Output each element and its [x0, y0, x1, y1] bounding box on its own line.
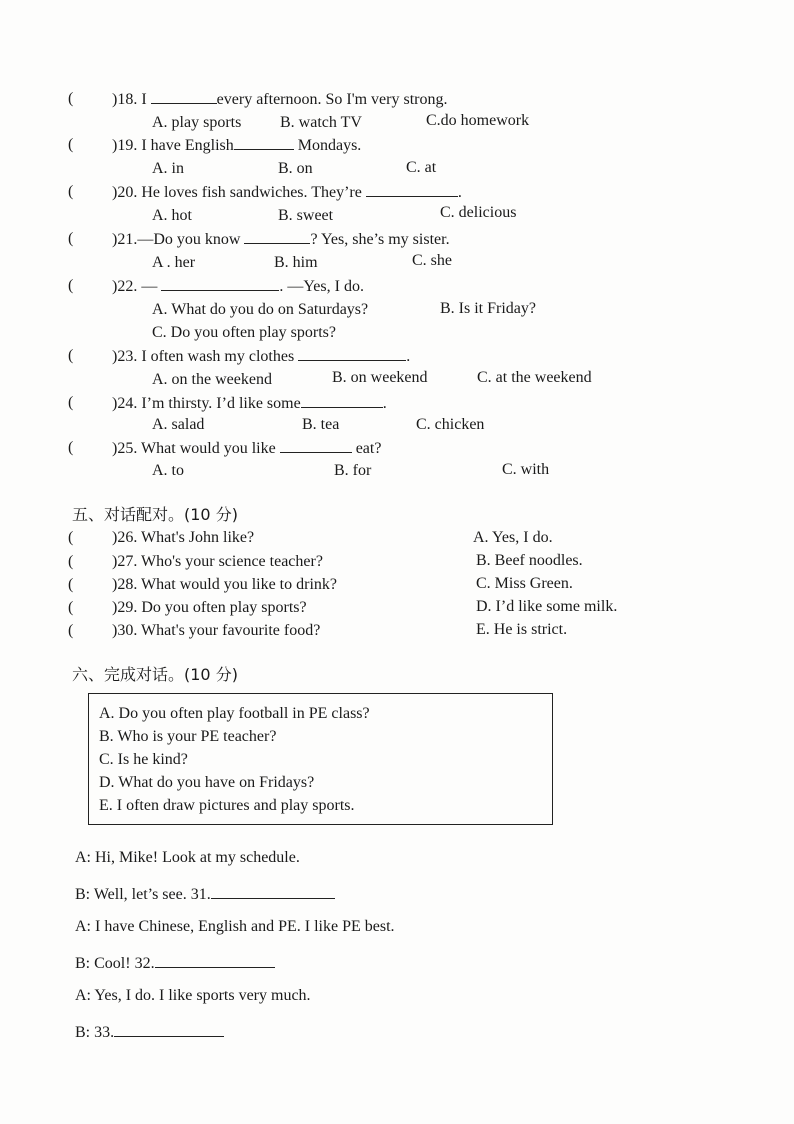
- option-c: C. with: [502, 461, 550, 478]
- answer-paren[interactable]: (: [68, 230, 74, 247]
- box-option: B. Who is your PE teacher?: [99, 728, 277, 745]
- section-5-title: 五、对话配对。(10 分): [72, 505, 238, 524]
- question-18: )18. I every afternoon. So I'm very strong.: [112, 91, 448, 108]
- answer-paren[interactable]: (: [68, 439, 74, 456]
- answer-paren[interactable]: (: [68, 529, 74, 546]
- box-option: A. Do you often play football in PE class?: [99, 705, 370, 722]
- match-question: )26. What's John like?: [112, 529, 255, 546]
- question-24: )24. I’m thirsty. I’d like some .: [112, 395, 387, 412]
- question-22: )22. — . —Yes, I do.: [112, 278, 364, 295]
- option-a: A. to: [152, 462, 184, 479]
- answer-blank[interactable]: [298, 346, 406, 361]
- answer-blank[interactable]: [280, 438, 352, 453]
- option-a: A. salad: [152, 416, 205, 433]
- answer-paren[interactable]: (: [68, 599, 74, 616]
- match-question: )29. Do you often play sports?: [112, 599, 307, 616]
- answer-paren[interactable]: (: [68, 277, 74, 294]
- option-c: C.do homework: [426, 112, 530, 129]
- answer-blank[interactable]: [161, 276, 279, 291]
- option-a: A . her: [152, 254, 196, 271]
- option-b: B. tea: [302, 416, 340, 433]
- answer-paren[interactable]: (: [68, 183, 74, 200]
- options-box: [88, 693, 553, 825]
- dialogue-line: A: Yes, I do. I like sports very much.: [75, 987, 311, 1004]
- box-option: C. Is he kind?: [99, 751, 188, 768]
- answer-paren[interactable]: (: [68, 622, 74, 639]
- answer-blank[interactable]: [301, 393, 383, 408]
- option-c: C. at: [406, 159, 437, 176]
- option-b: B. on weekend: [332, 369, 428, 386]
- match-answer: E. He is strict.: [476, 621, 568, 638]
- option-a: A. in: [152, 160, 184, 177]
- dialogue-line: B: Cool! 32.: [75, 953, 275, 974]
- option-b: B. watch TV: [280, 114, 362, 131]
- option-b: B. sweet: [278, 207, 334, 224]
- option-b: B. on: [278, 160, 313, 177]
- answer-paren[interactable]: (: [68, 576, 74, 593]
- question-25: )25. What would you like eat?: [112, 440, 382, 457]
- answer-paren[interactable]: (: [68, 394, 74, 411]
- dialogue-line: A: Hi, Mike! Look at my schedule.: [75, 849, 300, 866]
- dialogue-line: B: Well, let’s see. 31.: [75, 884, 335, 905]
- section-6-title: 六、完成对话。(10 分): [72, 665, 238, 684]
- option-c: C. delicious: [440, 204, 517, 221]
- option-a: A. What do you do on Saturdays?: [152, 301, 369, 318]
- match-answer: D. I’d like some milk.: [476, 598, 618, 615]
- option-a: A. on the weekend: [152, 371, 272, 388]
- option-c: C. she: [412, 252, 452, 269]
- match-answer: A. Yes, I do.: [473, 529, 553, 546]
- option-c: C. at the weekend: [477, 369, 592, 386]
- question-20: )20. He loves fish sandwiches. They’re .: [112, 184, 462, 201]
- option-c: C. Do you often play sports?: [152, 324, 336, 341]
- dialogue-line: A: I have Chinese, English and PE. I like PE best.: [75, 918, 395, 935]
- match-question: )27. Who's your science teacher?: [112, 553, 323, 570]
- option-a: A. play sports: [152, 114, 242, 131]
- option-b: B. him: [274, 254, 318, 271]
- question-19: )19. I have English Mondays.: [112, 137, 362, 154]
- answer-blank[interactable]: [151, 89, 217, 104]
- option-b: B. Is it Friday?: [440, 300, 536, 317]
- option-c: C. chicken: [416, 416, 485, 433]
- box-option: E. I often draw pictures and play sports.: [99, 797, 355, 814]
- answer-blank-31[interactable]: [211, 884, 335, 899]
- answer-blank-33[interactable]: [114, 1022, 224, 1037]
- answer-blank[interactable]: [366, 182, 458, 197]
- match-answer: B. Beef noodles.: [476, 552, 583, 569]
- dialogue-line: B: 33.: [75, 1022, 224, 1043]
- answer-paren[interactable]: (: [68, 347, 74, 364]
- question-21: )21.—Do you know ? Yes, she’s my sister.: [112, 231, 450, 248]
- answer-blank[interactable]: [244, 229, 310, 244]
- question-23: )23. I often wash my clothes .: [112, 348, 411, 365]
- match-question: )28. What would you like to drink?: [112, 576, 337, 593]
- answer-paren[interactable]: (: [68, 90, 74, 107]
- option-b: B. for: [334, 462, 372, 479]
- answer-paren[interactable]: (: [68, 553, 74, 570]
- match-question: )30. What's your favourite food?: [112, 622, 321, 639]
- answer-paren[interactable]: (: [68, 136, 74, 153]
- option-a: A. hot: [152, 207, 192, 224]
- match-answer: C. Miss Green.: [476, 575, 573, 592]
- answer-blank-32[interactable]: [155, 953, 275, 968]
- answer-blank[interactable]: [234, 135, 294, 150]
- box-option: D. What do you have on Fridays?: [99, 774, 315, 791]
